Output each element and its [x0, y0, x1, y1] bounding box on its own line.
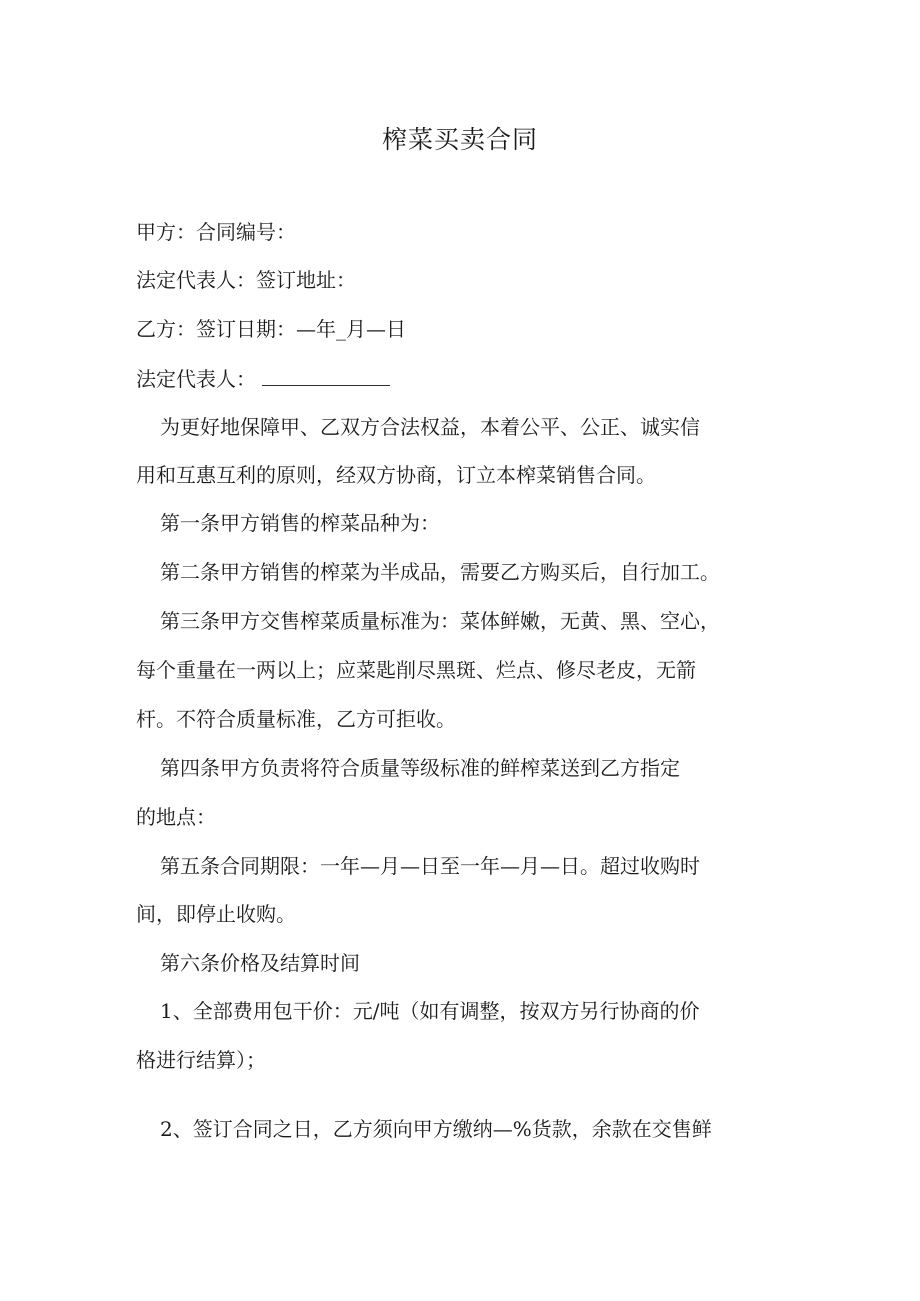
article-4-line: 第四条甲方负责将符合质量等级标准的鲜榨菜送到乙方指定 — [160, 756, 680, 780]
party-a-line: 甲方：合同编号： — [136, 220, 296, 244]
paragraph-line: 每个重量在一两以上；应菜匙削尽黑斑、烂点、修尽老皮，无箭 — [136, 658, 696, 682]
paragraph-line: 用和互惠互利的原则，经双方协商，订立本榨菜销售合同。 — [136, 463, 656, 487]
legal-rep-b-line — [136, 364, 746, 394]
paragraph-line: 间，即停止收购。 — [136, 902, 296, 926]
article-1-line: 第一条甲方销售的榨菜品种为： — [160, 511, 440, 535]
clause-6-2-line: 2、签订合同之日，乙方须向甲方缴纳—%货款，余款在交售鲜 — [160, 1117, 712, 1141]
document-title: 榨菜买卖合同 — [381, 125, 538, 154]
clause-6-1-line: 1、全部费用包干价：元/吨（如有调整，按双方另行协商的价 — [160, 999, 700, 1023]
legal-rep-a-line: 法定代表人：签订地址： — [136, 268, 356, 292]
paragraph-line: 的地点： — [136, 805, 216, 829]
paragraph-line: 格进行结算）； — [136, 1048, 266, 1072]
paragraph-line: 为更好地保障甲、乙双方合法权益，本着公平、公正、诚实信 — [160, 415, 700, 439]
article-3-line: 第三条甲方交售榨菜质量标准为：菜体鲜嫩，无黄、黑、空心， — [160, 609, 720, 633]
article-5-line: 第五条合同期限：一年—月—日至一年—月—日。超过收购时 — [160, 854, 700, 878]
party-b-line: 乙方：签订日期：—年_月—日 — [136, 317, 406, 341]
article-2-line: 第二条甲方销售的榨菜为半成品，需要乙方购买后，自行加工。 — [160, 560, 720, 584]
signature-blank — [262, 367, 390, 386]
article-6-line: 第六条价格及结算时间 — [160, 951, 360, 975]
paragraph-line: 杆。不符合质量标准，乙方可拒收。 — [136, 707, 456, 731]
legal-rep-b-label: 法定代表人： — [136, 367, 256, 391]
